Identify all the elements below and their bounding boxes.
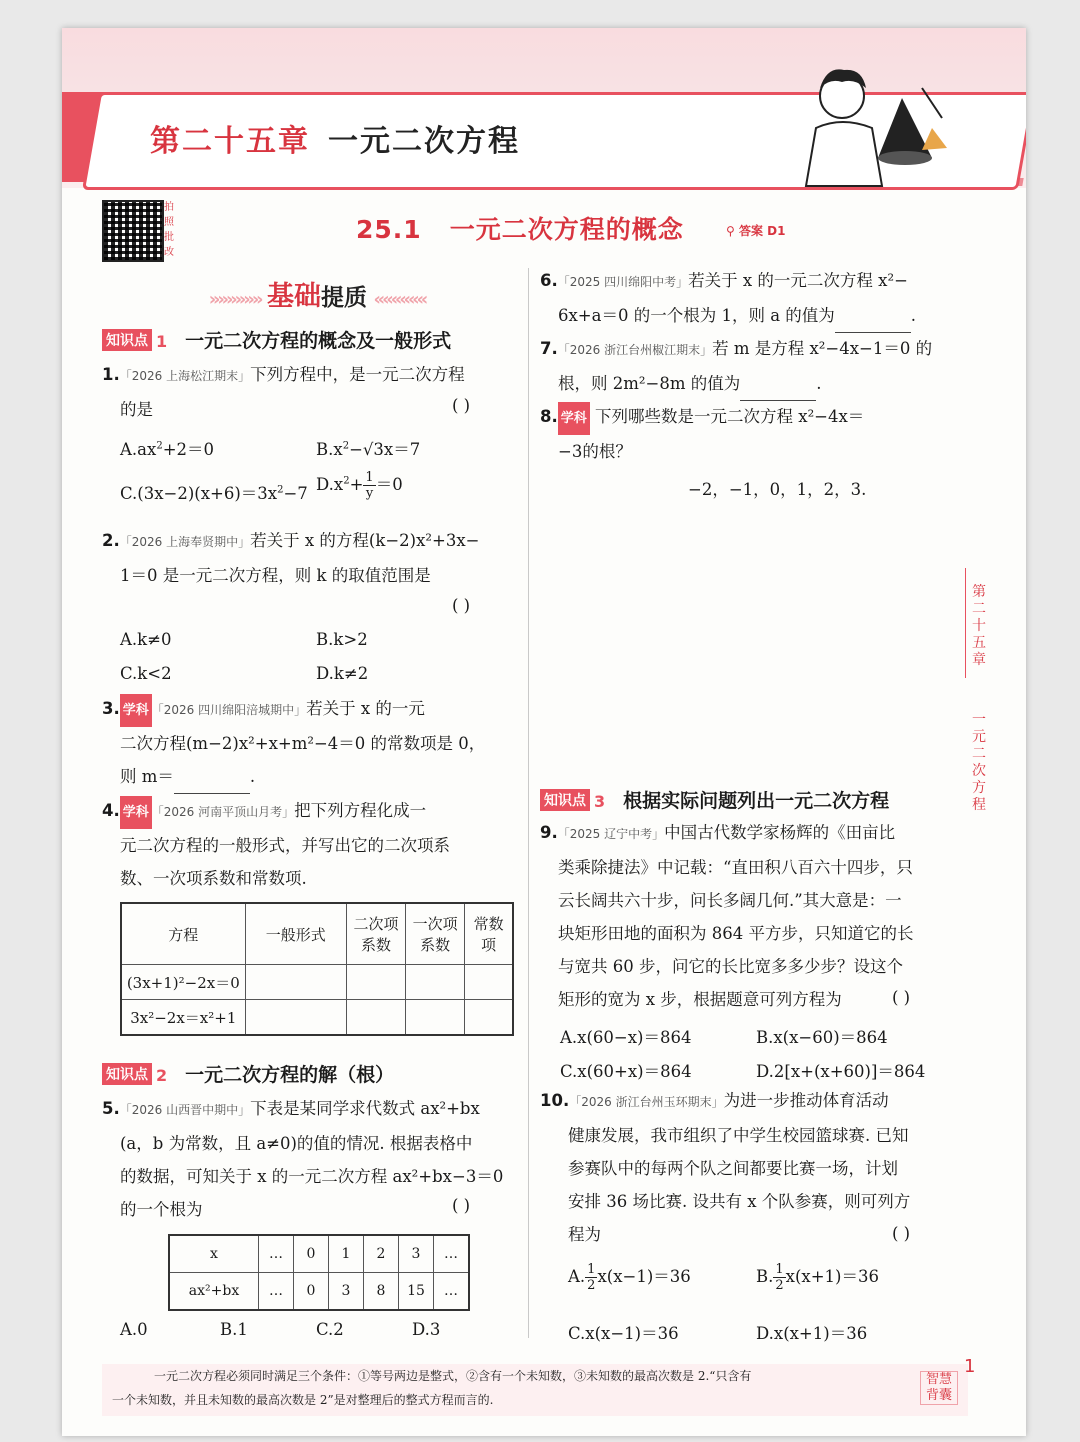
answer-blank[interactable]: [740, 367, 816, 401]
table-row: ax²+bx … 0 3 8 15 …: [169, 1273, 469, 1311]
question-5: 5.「2026 山西晋中期中」下表是某同学求代数式 ax²+bx (a，b 为常数，且 a≠0)的值的情况. 根据表格中 的数据，可知关于 x 的一元二次方程 ax²+bx−3＝0 的一个根为: [102, 1099, 504, 1219]
table-header: 一般形式: [245, 903, 346, 965]
q5-option-d: D.3: [412, 1320, 441, 1339]
question-1: 1.「2026 上海松江期末」下列方程中，是一元二次方程 的是: [102, 365, 465, 419]
arrow-decoration-icon: ««««««: [367, 289, 426, 310]
table-header: 常数 项: [465, 903, 513, 965]
table-header: 方程: [121, 903, 245, 965]
q10-option-c: C.x(x−1)＝36: [568, 1324, 679, 1343]
q9-option-c: C.x(60+x)＝864: [560, 1062, 692, 1081]
answer-paren[interactable]: ( ): [452, 596, 471, 615]
section-name: 一元二次方程的概念: [449, 215, 684, 244]
page-number: 1: [964, 1356, 976, 1377]
q1-option-b: $B.x^2-√3x=7$: [316, 440, 421, 459]
answer-paren[interactable]: ( ): [452, 396, 471, 415]
question-7: 7.「2026 浙江台州椒江期末」若 m 是方程 x²−4x−1＝0 的 根，则 2m²−8m 的值为 .: [540, 332, 954, 401]
question-2: 2.「2026 上海奉贤期中」若关于 x 的方程(k−2)x²+3x− 1＝0 是一元二次方程，则 k 的取值范围是: [102, 531, 480, 585]
question-8: 8. 学科 下列哪些数是一元二次方程 x²−4x＝ −3的根？: [540, 400, 954, 468]
q8-numbers: −2，−1，0，1，2，3.: [688, 480, 867, 499]
q1-option-c: $C.(3x-2)(x+6)=3x^2-7$: [120, 484, 308, 503]
answer-paren[interactable]: ( ): [892, 1224, 911, 1243]
answer-cell[interactable]: [245, 1000, 346, 1036]
table-row: 3x²−2x＝x²+1: [121, 1000, 513, 1036]
question-6: 6.「2025 四川绵阳中考」若关于 x 的一元二次方程 x²− 6x+a＝0 的一个根为 1，则 a 的值为 .: [540, 264, 954, 333]
tip-footer: 一元二次方程必须同时满足三个条件：①等号两边是整式，②含有一个未知数，③未知数的最高次数是 2.“只含有 一个未知数，并且未知数的最高次数是 2”是对整理后的整式方程而言的.: [102, 1364, 968, 1416]
answer-paren[interactable]: ( ): [452, 1196, 471, 1215]
answer-paren[interactable]: ( ): [892, 988, 911, 1007]
jichu-heading: »»»»»» 基础提质 ««««««: [208, 281, 426, 312]
answer-blank[interactable]: [174, 760, 250, 794]
q9-option-a: A.x(60−x)＝864: [560, 1028, 692, 1047]
q5-table: [168, 1234, 470, 1311]
table-row: (3x+1)²−2x＝0: [121, 965, 513, 1000]
q4-table: [120, 902, 514, 1036]
answer-tag: ⚲ 答案 D1: [726, 224, 786, 238]
knowledge-point-3: 知识点 3 根据实际问题列出一元二次方程: [540, 786, 889, 813]
table-header: 一次项 系数: [406, 903, 465, 965]
q1-option-d: $D.x^2+$ $\frac{1}{y}$ ＝0: [316, 470, 403, 501]
answer-cell[interactable]: [245, 965, 346, 1000]
student-illustration-icon: [782, 58, 952, 188]
question-10: 10.「2026 浙江台州玉环期末」为进一步推动体育活动 健康发展，我市组织了中学生校园篮球赛. 已知 参赛队中的每两个队之间都要比赛一场，计划 安排 36 场比赛. 设共有 x 个队参赛，则可列方 程为: [540, 1091, 911, 1244]
q10-option-b: B. $\frac{1}{2}$ x(x+1)＝36: [756, 1262, 879, 1293]
chapter-subtitle: 一元二次方程: [328, 124, 520, 159]
q5-option-c: C.2: [316, 1320, 344, 1339]
answer-blank[interactable]: [835, 299, 911, 333]
column-divider: [528, 268, 529, 1338]
q1-option-a: $A.ax^2+2=0$: [120, 440, 215, 459]
question-4: 4. 学科 「2026 河南平顶山月考」把下列方程化成一 元二次方程的一般形式，并写出它的二次项系 数、一次项系数和常数项.: [102, 794, 514, 895]
q9-option-d: D.2[x+(x+60)]＝864: [756, 1062, 926, 1081]
chapter-title: 第二十五章: [150, 124, 310, 159]
q5-option-a: A.0: [120, 1320, 148, 1339]
textbook-page: [62, 28, 1026, 1436]
q2-option-b: B.k>2: [316, 630, 368, 649]
q5-option-b: B.1: [220, 1320, 248, 1339]
q2-option-c: C.k<2: [120, 664, 172, 683]
q10-option-d: D.x(x+1)＝36: [756, 1324, 868, 1343]
table-row: x … 0 1 2 3 …: [169, 1235, 469, 1273]
footer-tag: 智慧背囊: [920, 1371, 958, 1405]
qr-code[interactable]: [102, 200, 164, 262]
qr-label: 拍照批改: [164, 202, 174, 258]
side-tab-chapter: 第二十五章: [972, 584, 986, 668]
q10-option-a: A. $\frac{1}{2}$ x(x−1)＝36: [568, 1262, 691, 1293]
arrow-decoration-icon: »»»»»»: [208, 289, 267, 310]
section-title: [356, 210, 684, 246]
section-number: 25.1: [356, 215, 422, 244]
q2-option-a: A.k≠0: [120, 630, 172, 649]
knowledge-point-1: 知识点 1 一元二次方程的概念及一般形式: [102, 326, 451, 353]
knowledge-point-2: 知识点 2 一元二次方程的解（根）: [102, 1060, 394, 1087]
side-tab-title: 一元二次方程: [972, 712, 986, 813]
question-3: 3. 学科 「2026 四川绵阳涪城期中」若关于 x 的一元 二次方程(m−2)x²+x+m²−4＝0 的常数项是 0， 则 m＝ .: [102, 692, 514, 794]
table-header: 二次项 系数: [346, 903, 405, 965]
question-9: 9.「2025 辽宁中考」中国古代数学家杨辉的《田亩比 类乘除捷法》中记载：“直田积八百六十四步，只 云长阔共六十步，问长多阔几何.”其大意是：一 块矩形田地的面积为 864 平方步，只知道它的长 与宽共 60 步，问它的长比宽多多少步？设这个 矩形的宽为 x 步，根据题意可列方程为: [540, 823, 914, 1009]
q9-option-b: B.x(x−60)＝864: [756, 1028, 888, 1047]
q2-option-d: D.k≠2: [316, 664, 369, 683]
